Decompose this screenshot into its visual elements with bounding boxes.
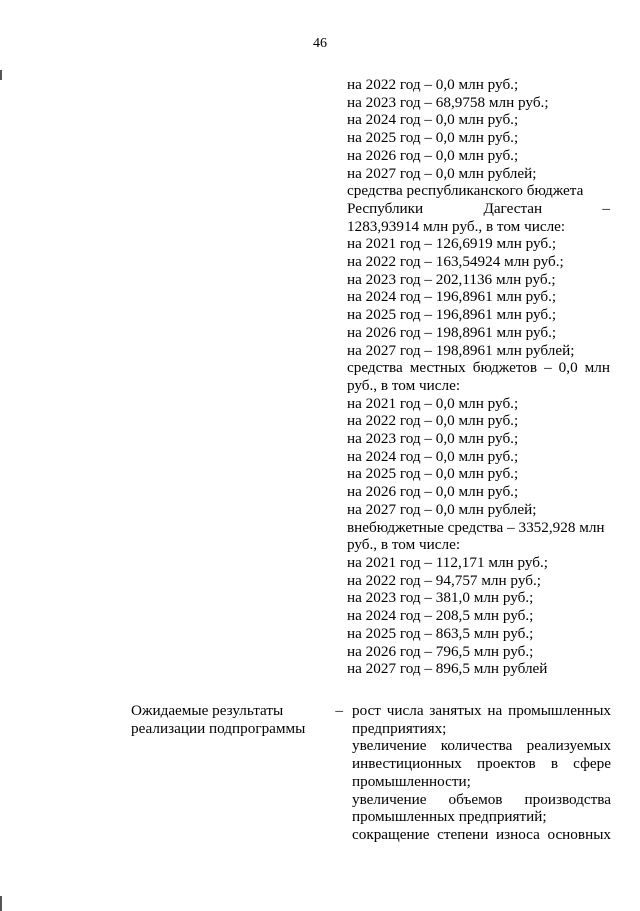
text-line: на 2026 год – 198,8961 млн руб.; bbox=[347, 323, 557, 341]
word: производства bbox=[524, 790, 611, 808]
text-line: на 2022 год – 94,757 млн руб.; bbox=[347, 571, 541, 589]
word: – bbox=[544, 359, 552, 377]
funding-sources-text bbox=[347, 76, 610, 678]
word: Республики bbox=[347, 199, 424, 217]
word: увеличение bbox=[352, 790, 427, 808]
word: на bbox=[487, 702, 503, 719]
text-line: руб., в том числе: bbox=[347, 536, 461, 554]
text-line: промышленных предприятий; bbox=[352, 808, 547, 826]
text-line: на 2025 год – 863,5 млн руб.; bbox=[347, 624, 534, 642]
text-line: предприятиях; bbox=[352, 719, 447, 737]
text-line: на 2023 год – 381,0 млн руб.; bbox=[347, 589, 534, 607]
expected-results-text bbox=[352, 702, 611, 844]
text-line: на 2022 год – 0,0 млн руб.; bbox=[347, 76, 519, 93]
word: промышленных bbox=[508, 702, 611, 719]
word: в bbox=[550, 755, 558, 773]
scan-edge-mark bbox=[0, 70, 2, 80]
text-line: 1283,93914 млн руб., в том числе: bbox=[347, 217, 566, 235]
text-line: на 2025 год – 0,0 млн руб.; bbox=[347, 465, 519, 483]
text-line: средства республиканского бюджета bbox=[347, 182, 584, 200]
word: млн bbox=[584, 359, 610, 377]
text-line bbox=[352, 702, 611, 720]
text-line: на 2026 год – 0,0 млн руб.; bbox=[347, 146, 519, 164]
text-line: на 2025 год – 0,0 млн руб.; bbox=[347, 129, 519, 147]
label-text: Ожидаемые результаты bbox=[131, 702, 284, 719]
text-line: промышленности; bbox=[352, 772, 471, 790]
word: сокращение bbox=[352, 825, 430, 843]
text-line: на 2023 год – 0,0 млн руб.; bbox=[347, 430, 519, 448]
word: бюджетов bbox=[472, 359, 538, 377]
word: основных bbox=[547, 825, 611, 843]
text-line: руб., в том числе: bbox=[347, 376, 461, 394]
text-line bbox=[352, 755, 611, 773]
word: – bbox=[602, 199, 610, 217]
word: реализуемых bbox=[526, 737, 611, 755]
word: Дагестан bbox=[483, 199, 543, 217]
word: количества bbox=[440, 737, 513, 755]
text-line bbox=[347, 200, 610, 218]
text-line: на 2024 год – 0,0 млн руб.; bbox=[347, 447, 519, 465]
text-line bbox=[352, 791, 611, 809]
text-line bbox=[352, 737, 611, 755]
word: рост bbox=[352, 702, 381, 719]
label-dash: – bbox=[335, 702, 343, 719]
word: местных bbox=[409, 359, 466, 377]
word: числа bbox=[386, 702, 424, 719]
word: проектов bbox=[477, 755, 536, 773]
text-line: на 2022 год – 0,0 млн руб.; bbox=[347, 412, 519, 430]
scan-edge-mark bbox=[0, 896, 2, 911]
text-line: на 2024 год – 208,5 млн руб.; bbox=[347, 607, 534, 625]
expected-results-label-line-2: реализации подпрограммы bbox=[131, 719, 306, 737]
word: инвестиционных bbox=[352, 755, 462, 773]
text-line: на 2022 год – 163,54924 млн руб.; bbox=[347, 253, 564, 271]
text-line bbox=[347, 359, 610, 377]
text-line: на 2026 год – 796,5 млн руб.; bbox=[347, 642, 534, 660]
text-line: на 2027 год – 0,0 млн рублей; bbox=[347, 164, 537, 182]
word: объемов bbox=[448, 790, 503, 808]
text-line: на 2023 год – 68,9758 млн руб.; bbox=[347, 93, 549, 111]
text-line: на 2027 год – 0,0 млн рублей; bbox=[347, 500, 537, 518]
word: сфере bbox=[573, 755, 611, 773]
page-number: 46 bbox=[313, 36, 327, 51]
text-line: внебюджетные средства – 3352,928 млн bbox=[347, 518, 605, 536]
text-line: на 2026 год – 0,0 млн руб.; bbox=[347, 483, 519, 501]
text-line: на 2027 год – 896,5 млн рублей bbox=[347, 660, 548, 678]
word: увеличение bbox=[352, 737, 427, 755]
word: занятых bbox=[429, 702, 482, 719]
word: износа bbox=[495, 825, 540, 843]
word: средства bbox=[347, 359, 403, 377]
text-line: на 2024 год – 0,0 млн руб.; bbox=[347, 111, 519, 129]
text-line: на 2021 год – 112,171 млн руб.; bbox=[347, 553, 548, 571]
text-line: на 2021 год – 0,0 млн руб.; bbox=[347, 394, 519, 412]
expected-results-label-line-1 bbox=[131, 702, 343, 720]
text-line: на 2023 год – 202,1136 млн руб.; bbox=[347, 270, 556, 288]
text-line: на 2027 год – 198,8961 млн рублей; bbox=[347, 341, 575, 359]
word: степени bbox=[437, 825, 489, 843]
word: 0,0 bbox=[558, 359, 578, 377]
text-line: на 2024 год – 196,8961 млн руб.; bbox=[347, 288, 557, 306]
text-line: на 2021 год – 126,6919 млн руб.; bbox=[347, 235, 557, 253]
text-line bbox=[352, 826, 611, 844]
text-line: на 2025 год – 196,8961 млн руб.; bbox=[347, 306, 557, 324]
expected-results-label bbox=[131, 702, 343, 737]
